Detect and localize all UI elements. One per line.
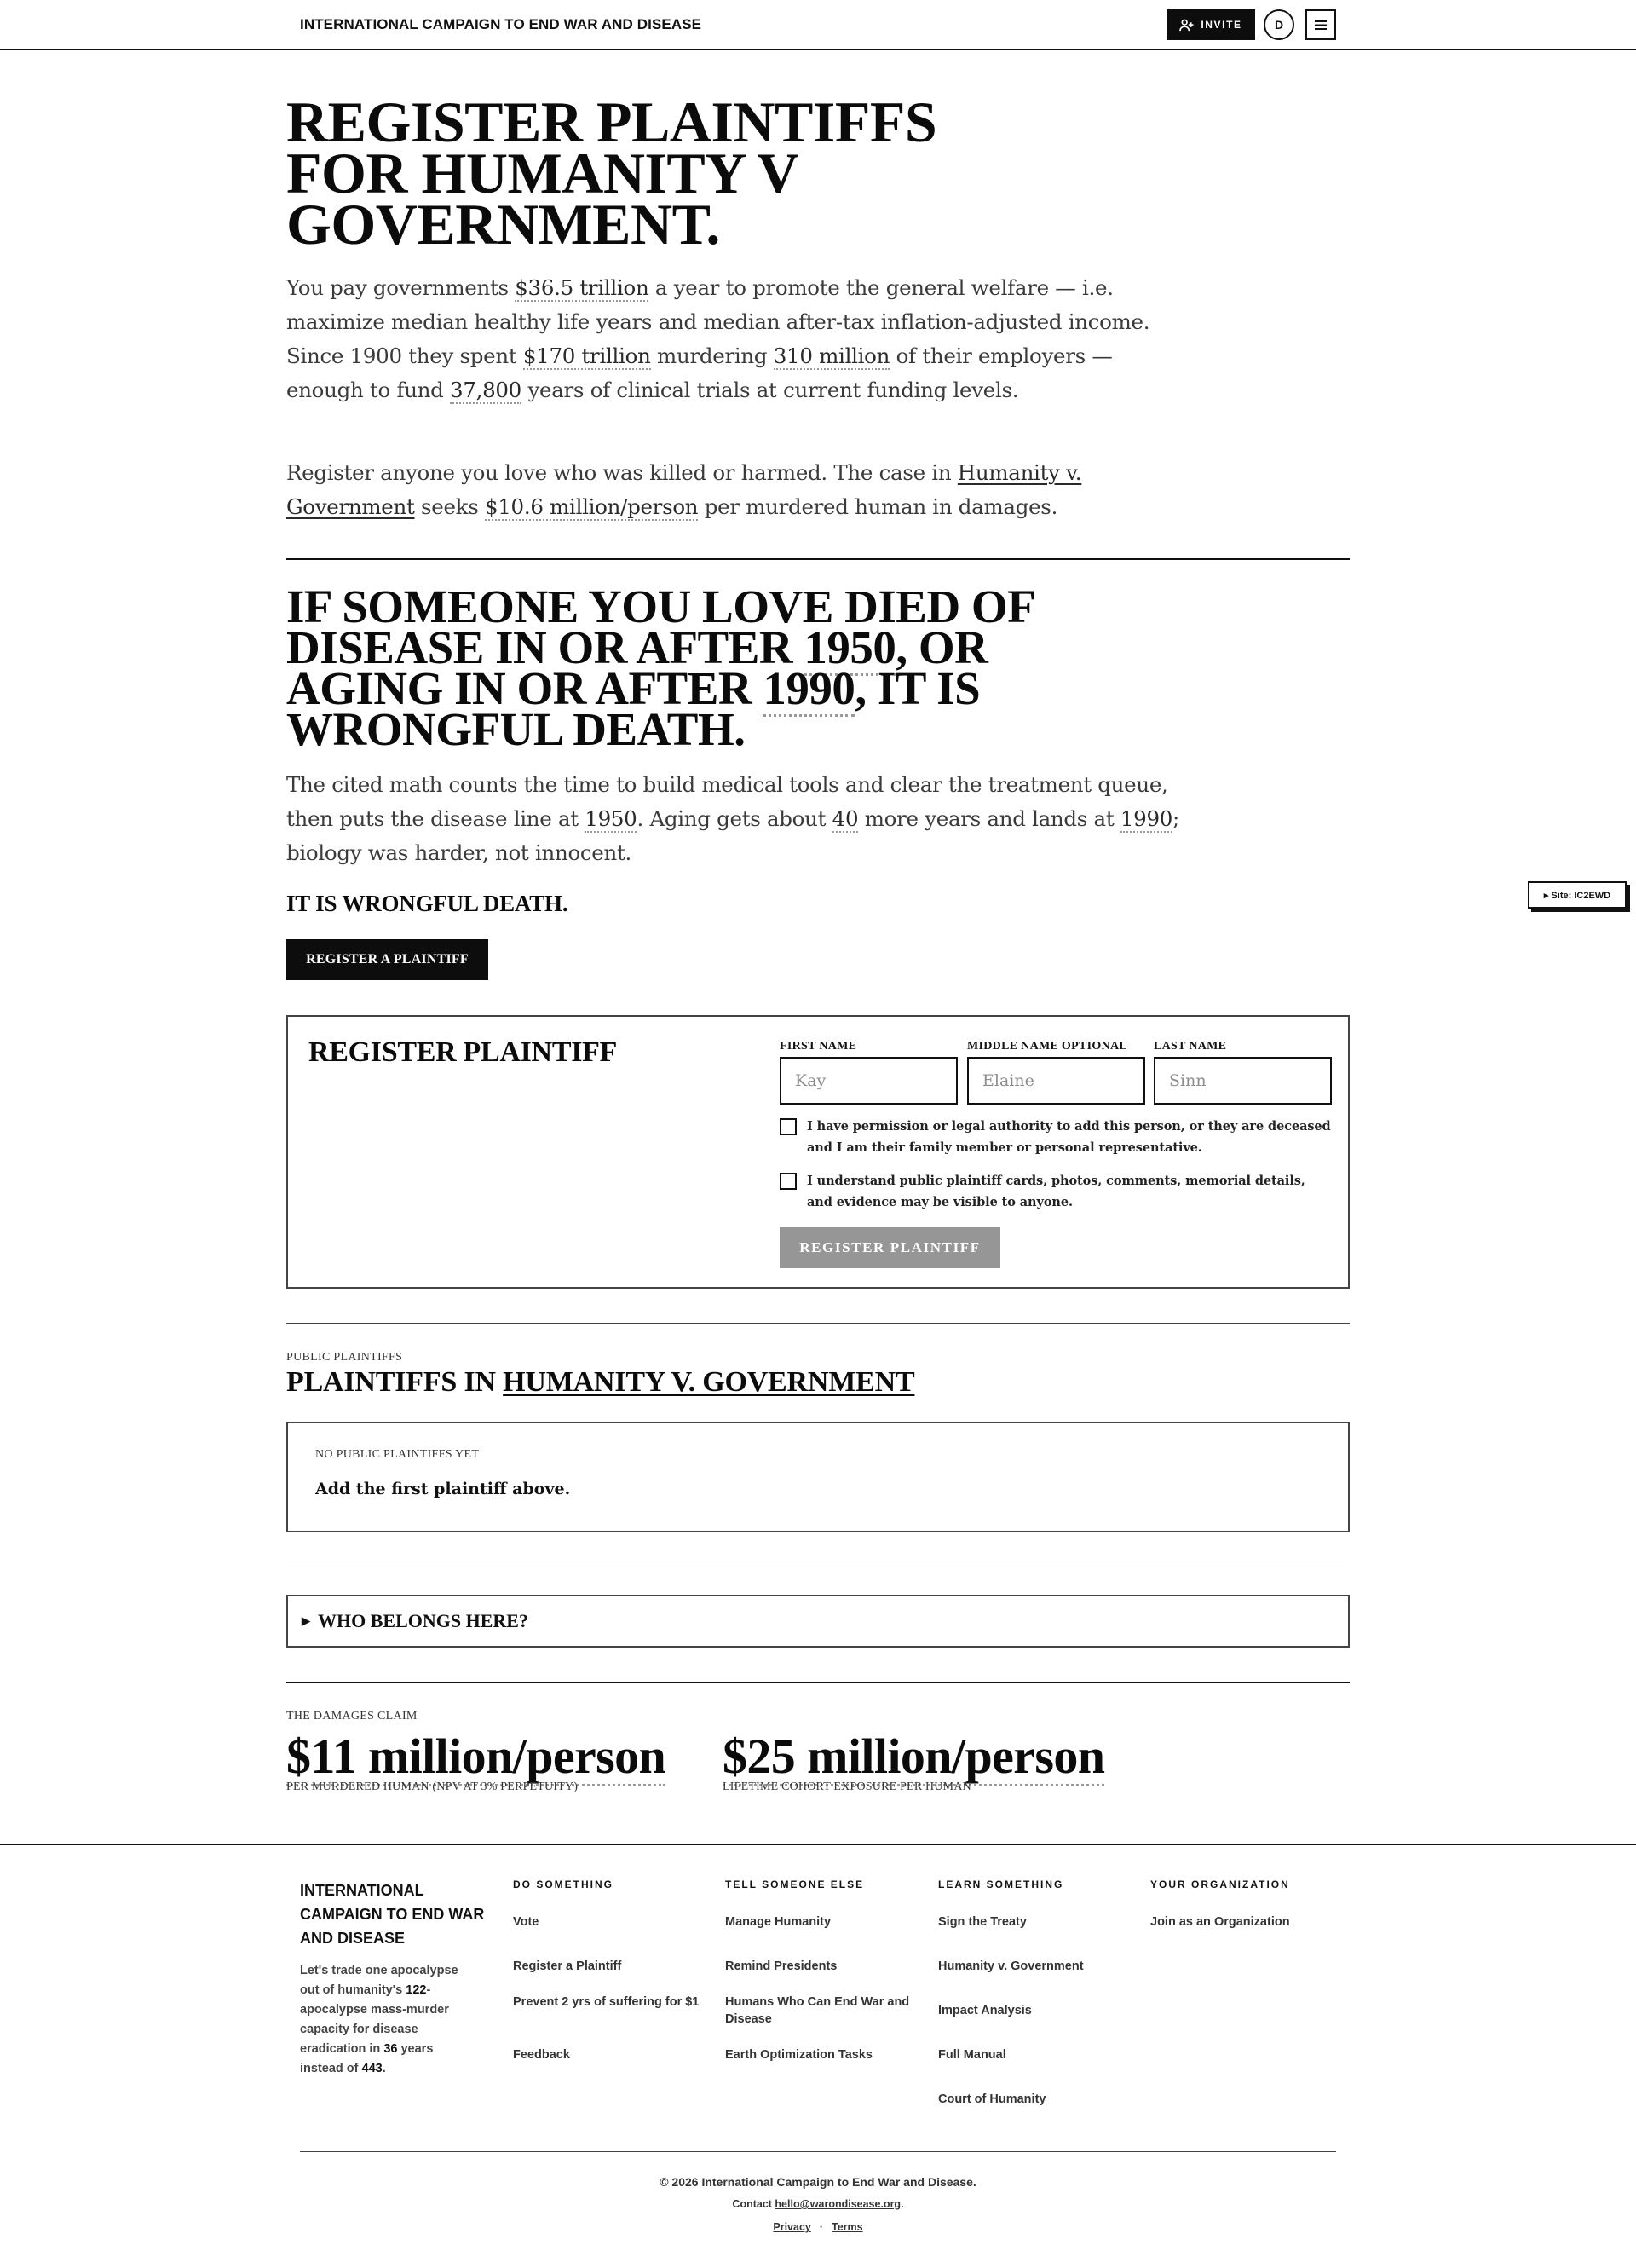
add-user-icon (1179, 19, 1194, 32)
copyright: © 2026 International Campaign to End War and Disease. (660, 2175, 976, 2189)
invite-label: INVITE (1201, 19, 1242, 31)
hamburger-icon (1315, 20, 1327, 31)
last-name-label: LAST NAME (1154, 1040, 1227, 1053)
aging-years[interactable]: 40 (832, 806, 859, 831)
footer-heading-your-organization: YOUR ORGANIZATION (1150, 1878, 1290, 1890)
middle-name-label: MIDDLE NAME OPTIONAL (967, 1040, 1128, 1053)
footer-link-join-organization[interactable]: Join as an Organization (1150, 1915, 1290, 1929)
footer-link-feedback[interactable]: Feedback (513, 2048, 570, 2062)
footer-brand: INTERNATIONAL CAMPAIGN TO END WAR AND DISEASE (300, 1882, 485, 1947)
register-paragraph: Register anyone you love who was killed or harmed. The case in Humanity v. Government seeks $10.6 million/person per murdered human in damages. (286, 460, 1082, 519)
site-badge[interactable]: ▸ Site: IC2EWD (1528, 881, 1627, 909)
footer-link-sign-treaty[interactable]: Sign the Treaty (938, 1915, 1027, 1929)
damages-eyebrow: THE DAMAGES CLAIM (286, 1710, 418, 1723)
stat-damages[interactable]: $10.6 million/person (484, 494, 699, 519)
footer-link-full-manual[interactable]: Full Manual (938, 2048, 1006, 2062)
footer-link-prevent-suffering[interactable]: Prevent 2 yrs of suffering for $1 (513, 1995, 700, 2009)
disclosure-triangle-icon: ▶ (302, 1614, 310, 1627)
last-name-input[interactable] (1154, 1057, 1332, 1105)
footer-inner-divider (300, 2151, 1336, 2152)
top-bar (0, 0, 1636, 50)
footer-link-register-plaintiff[interactable]: Register a Plaintiff (513, 1959, 622, 1973)
footer-link-impact-analysis[interactable]: Impact Analysis (938, 2004, 1032, 2017)
menu-button[interactable] (1305, 9, 1336, 40)
form-title: REGISTER PLAINTIFF (308, 1036, 618, 1068)
footer-tagline: Let's trade one apocalypse out of humanity's 122-apocalypse mass-murder capacity for disease eradication in 36 years instead of 443. (300, 1964, 458, 2075)
footer-link-humanity-v-government[interactable]: Humanity v. Government (938, 1959, 1084, 1973)
consent-authority-label: I have permission or legal authority to add this person, or they are deceased and I am their family member or personal representative. (807, 1119, 1331, 1155)
privacy-link[interactable]: Privacy (773, 2221, 811, 2233)
register-plaintiff-form (286, 1015, 1350, 1289)
terms-link[interactable]: Terms (832, 2221, 863, 2233)
empty-plaintiffs-card (286, 1422, 1350, 1532)
middle-name-input[interactable] (967, 1057, 1145, 1105)
stat-war-spend[interactable]: $170 trillion (522, 343, 651, 368)
contact-email-link[interactable]: hello@warondisease.org (775, 2198, 902, 2210)
damages-npv-caption: PER MURDERED HUMAN (NPV AT 3% PERPETUITY) (286, 1780, 579, 1793)
stat-trial-years[interactable]: 37,800 (450, 378, 521, 402)
footer-link-humans-who-can[interactable]: Humans Who Can End War and Disease (725, 1995, 910, 2026)
first-name-input[interactable] (780, 1057, 958, 1105)
consent-public-label: I understand public plaintiff cards, photos, comments, memorial details, and evidence may be visible to anyone. (807, 1174, 1305, 1209)
contact-line: Contact hello@warondisease.org. (732, 2198, 904, 2210)
wrongful-death-heading: IF SOMEONE YOU LOVE DIED OF DISEASE IN OR AFTER 1950, OR AGING IN OR AFTER 1990, IT IS WRONGFUL DEATH. (286, 580, 1034, 755)
footer-divider (0, 1844, 1636, 1845)
footer-link-remind-presidents[interactable]: Remind Presidents (725, 1959, 838, 1973)
section-divider (286, 1682, 1350, 1683)
avatar[interactable]: D (1264, 9, 1294, 40)
humanity-v-government-link[interactable]: Humanity v. Government (286, 460, 1082, 519)
damages-lifetime-caption: LIFETIME COHORT EXPOSURE PER HUMAN (723, 1780, 971, 1793)
stat-deaths[interactable]: 310 million (773, 343, 890, 368)
humanity-v-government-heading-link[interactable]: HUMANITY V. GOVERNMENT (503, 1366, 915, 1398)
empty-state-kicker: NO PUBLIC PLAINTIFFS YET (315, 1448, 480, 1461)
empty-state-text: Add the first plaintiff above. (315, 1480, 571, 1498)
footer-heading-do-something: DO SOMETHING (513, 1878, 614, 1890)
legal-links (0, 2221, 1636, 2233)
register-plaintiff-submit-button[interactable]: REGISTER PLAINTIFF (780, 1227, 1000, 1268)
section-divider (286, 558, 1350, 560)
register-plaintiff-cta-button[interactable]: REGISTER A PLAINTIFF (286, 939, 488, 980)
stat-annual-spend[interactable]: $36.5 trillion (515, 275, 649, 300)
year-aging-line[interactable]: 1990 (1120, 806, 1173, 831)
footer-link-manage-humanity[interactable]: Manage Humanity (725, 1915, 832, 1929)
footer-heading-learn-something: LEARN SOMETHING (938, 1878, 1064, 1890)
who-belongs-label: WHO BELONGS HERE? (318, 1610, 528, 1631)
footer-link-earth-optimization[interactable]: Earth Optimization Tasks (725, 2048, 873, 2062)
consent-authority-checkbox[interactable] (780, 1118, 797, 1135)
year-disease-line[interactable]: 1950 (585, 806, 637, 831)
footer-link-court-of-humanity[interactable]: Court of Humanity (938, 2092, 1046, 2106)
first-name-label: FIRST NAME (780, 1040, 857, 1053)
wrongful-death-explanation: The cited math counts the time to build medical tools and clear the treatment queue, then puts the disease line at 1950. Aging gets about 40 more years and lands at 1990; biology was harder, not innocent. (286, 772, 1180, 865)
page-title: REGISTER PLAINTIFFS FOR HUMANITY V GOVERNMENT. (286, 89, 937, 257)
intro-paragraph: You pay governments $36.5 trillion a year to promote the general welfare — i.e. maximize median healthy life years and median after-tax inflation-adjusted income. Since 1900 they spent $170 trillion murdering 310 million of their employers — enough to fund 37,800 years of clinical trials at current funding levels. (286, 275, 1150, 402)
plaintiffs-heading: PLAINTIFFS IN HUMANITY V. GOVERNMENT (286, 1366, 915, 1398)
invite-button[interactable] (1167, 9, 1255, 40)
public-plaintiffs-eyebrow: PUBLIC PLAINTIFFS (286, 1351, 403, 1364)
consent-public-checkbox[interactable] (780, 1173, 797, 1190)
wrongful-death-statement: IT IS WRONGFUL DEATH. (286, 891, 568, 916)
section-divider (286, 1323, 1350, 1324)
year-aging[interactable]: 1990 (763, 662, 855, 717)
who-belongs-disclosure[interactable] (286, 1595, 1350, 1648)
year-disease[interactable]: 1950 (804, 621, 896, 676)
damages-lifetime-value[interactable]: $25 million/person (723, 1728, 1104, 1785)
damages-npv-value[interactable]: $11 million/person (286, 1728, 665, 1785)
legal-separator: · (819, 2221, 824, 2233)
site-brand[interactable]: INTERNATIONAL CAMPAIGN TO END WAR AND DISEASE (300, 16, 702, 32)
footer-heading-tell-someone: TELL SOMEONE ELSE (725, 1878, 865, 1890)
footer-link-vote[interactable]: Vote (513, 1915, 539, 1929)
